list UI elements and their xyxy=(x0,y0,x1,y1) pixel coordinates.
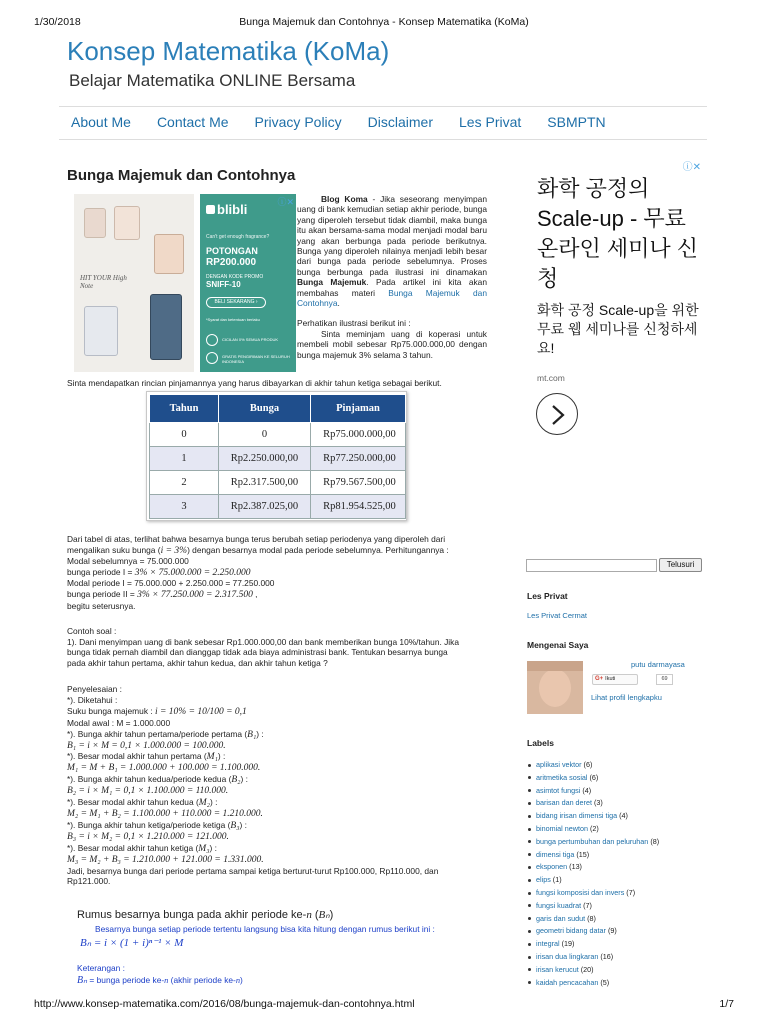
list-item[interactable]: fungsi kuadrat (7) xyxy=(528,900,659,913)
profile-link[interactable]: Lihat profil lengkapku xyxy=(591,693,662,702)
chevron-right-icon xyxy=(549,404,567,426)
formula: Bₙ = i × (1 + i)ⁿ⁻¹ × M xyxy=(80,937,184,949)
main-nav xyxy=(71,114,632,130)
les-privat-link[interactable]: Les Privat Cermat xyxy=(527,611,588,620)
list-item[interactable]: binomial newton (2) xyxy=(528,823,659,836)
photo-caption: HIT YOUR High Note xyxy=(80,274,127,290)
follow-button[interactable]: G+ Ikuti xyxy=(592,674,638,685)
intro-paragraph: Sinta meminjam uang di koperasi untuk membeli mobil sebesar Rp75.000.000,00 dengan bunga majemuk 3% selama 3 tahun. xyxy=(297,328,487,360)
les-privat-heading: Les Privat xyxy=(527,591,568,601)
perfume-bottle-icon xyxy=(150,294,182,360)
table-cell: 2 xyxy=(150,471,219,495)
perfume-photo xyxy=(74,194,194,372)
loan-table xyxy=(149,394,406,519)
labels-heading: Labels xyxy=(527,738,554,748)
table-row xyxy=(150,471,406,495)
promo-panel[interactable] xyxy=(200,194,296,372)
divider xyxy=(59,106,707,107)
table-cell: 0 xyxy=(219,423,311,447)
search-button[interactable]: Telusuri xyxy=(659,558,702,572)
table-cell: Rp79.567.500,00 xyxy=(311,471,406,495)
print-url: http://www.konsep-matematika.com/2016/08/bunga-majemuk-dan-contohnya.html xyxy=(34,998,415,1010)
ad-arrow-button[interactable] xyxy=(536,393,578,435)
nav-disclaimer[interactable]: Disclaimer xyxy=(367,114,434,130)
table-header: Tahun xyxy=(150,395,219,423)
installment-icon xyxy=(206,334,218,346)
google-plus-icon: G+ xyxy=(595,676,604,682)
table-cell: Rp81.954.525,00 xyxy=(311,495,406,519)
print-date: 1/30/2018 xyxy=(34,16,81,28)
nav-sbmptn[interactable]: SBMPTN xyxy=(547,114,606,130)
seminar-ad[interactable] xyxy=(527,158,707,448)
table-cell: Rp75.000.000,00 xyxy=(311,423,406,447)
nav-les-privat[interactable]: Les Privat xyxy=(459,114,522,130)
perfume-bottle-icon xyxy=(84,306,118,356)
list-item[interactable]: integral (19) xyxy=(528,938,659,951)
list-item[interactable]: irisan kerucut (20) xyxy=(528,964,659,977)
list-item[interactable]: garis dan sudut (8) xyxy=(528,913,659,926)
example-question: Contoh soal : 1). Dani menyimpan uang di bank sebesar Rp1.000.000,00 dan bank memberikan bunga 10%/tahun. Jika bunga tidak pernah diambil dan dianggap tidak ada biaya administrasi bank. Tentukan besarnya bunga pada akhir tahun pertama, akhir tahun kedua, dan akhir tahun ketiga ? xyxy=(67,626,460,668)
site-tagline: Belajar Matematika ONLINE Bersama xyxy=(69,71,356,90)
ad-code: SNIFF-10 xyxy=(206,280,241,289)
search-input[interactable] xyxy=(526,559,657,572)
table-row xyxy=(150,423,406,447)
post-intro xyxy=(297,194,487,360)
list-item[interactable]: aritmetika sosial (6) xyxy=(528,772,659,785)
post-area xyxy=(67,157,501,184)
table-explanation: Dari tabel di atas, terlihat bahwa besarnya bunga terus berubah setiap periodenya yang diperoleh dari mengalikan suku bunga (i = 3%) dengan besarnya modal pada periode sebelumnya. Perhitungannya : Modal sebelumnya = 75.000.000 bunga periode I = 3% × 75.000.000 = 2.250.000 Modal periode I = 75.000.000 + 2.250.000 = 77.250.000 bunga periode II = 3% × 77.250.000 = 2.317.500 , begitu seterusnya. xyxy=(67,534,449,611)
article-link[interactable]: Bunga Majemuk dan Contohnya xyxy=(297,287,487,309)
ad-domain: mt.com xyxy=(537,373,565,383)
table-header: Bunga xyxy=(219,395,311,423)
print-header xyxy=(34,16,734,30)
nav-privacy-policy[interactable]: Privacy Policy xyxy=(254,114,342,130)
table-row xyxy=(150,447,406,471)
list-item[interactable]: bunga pertumbuhan dan peluruhan (8) xyxy=(528,836,659,849)
list-item[interactable]: eksponen (13) xyxy=(528,861,659,874)
list-item[interactable]: aplikasi vektor (6) xyxy=(528,759,659,772)
table-cell: Rp77.250.000,00 xyxy=(311,447,406,471)
baby-face-icon xyxy=(539,669,571,707)
intro-paragraph: Perhatikan ilustrasi berikut ini : xyxy=(297,318,411,329)
loan-table-frame xyxy=(146,391,407,521)
print-doc-title: Bunga Majemuk dan Contohnya - Konsep Matematika (KoMa) xyxy=(239,16,529,28)
perfume-bottle-icon xyxy=(114,206,140,240)
list-item[interactable]: fungsi komposisi dan invers (7) xyxy=(528,887,659,900)
intro-continuation: Sinta mendapatkan rincian pinjamannya yang harus dibayarkan di akhir tahun ketiga sebagai berikut. xyxy=(67,378,442,388)
list-item[interactable]: elips (1) xyxy=(528,874,659,887)
perfume-bottle-icon xyxy=(154,234,184,274)
nav-contact-me[interactable]: Contact Me xyxy=(156,114,229,130)
avatar[interactable] xyxy=(527,661,583,714)
list-item[interactable]: barisan dan deret (3) xyxy=(528,797,659,810)
ad-buy-button[interactable]: BELI SEKARANG › xyxy=(206,297,266,308)
list-item[interactable]: dimensi tiga (15) xyxy=(528,849,659,862)
follow-count: 69 xyxy=(656,674,673,685)
table-row xyxy=(150,495,406,519)
table-cell: 0 xyxy=(150,423,219,447)
ad-choices-icon[interactable]: ⓘ✕ xyxy=(682,162,701,173)
table-cell: Rp2.317.500,00 xyxy=(219,471,311,495)
divider xyxy=(59,139,707,140)
table-cell: 1 xyxy=(150,447,219,471)
list-item[interactable]: geometri bidang datar (9) xyxy=(528,925,659,938)
ad-badge-text: CICILAN 0% SEMUA PRODUK xyxy=(222,337,279,342)
ad-amount: RP200.000 xyxy=(206,257,257,268)
print-footer xyxy=(34,998,734,1012)
blibli-logo: blibli xyxy=(206,202,247,217)
ad-code-label: DENGAN KODE PROMO xyxy=(206,274,264,280)
formula-description: Besarnya bunga setiap periode tertentu langsung bisa kita hitung dengan rumus berikut ini : xyxy=(95,924,435,934)
intro-paragraph: Blog Koma - Jika seseorang menyimpan uang di bank kemudian setiap akhir periode, bunga yang diperoleh tersebut tidak diambil, maka bunga itu akan bersama-sama modal menjadi modal baru yang akan berbunga pada periode berikutnya. Bunga yang diperoleh nilainya menjadi lebih besar dari bunga pada periode sebelumnya. Proses bunga berbunga pada ilustrasi ini dinamakan Bunga Majemuk. Pada artikel ini kita akan membahas materi Bunga Majemuk dan Contohnya. xyxy=(297,194,488,309)
list-item[interactable]: irisan dua lingkaran (16) xyxy=(528,951,659,964)
ad-fineprint: *Syarat dan ketentuan berlaku xyxy=(206,317,260,322)
about-heading: Mengenai Saya xyxy=(527,640,589,650)
ad-subtext: 화학 공정 Scale-up을 위한 무료 웹 세미나를 신청하세요! xyxy=(537,302,699,356)
table-cell: Rp2.250.000,00 xyxy=(219,447,311,471)
formula-heading: Rumus besarnya bunga pada akhir periode ke-n (Bₙ) xyxy=(77,909,334,921)
labels-list xyxy=(528,759,659,989)
list-item[interactable]: bidang irisan dimensi tiga (4) xyxy=(528,810,659,823)
site-title[interactable]: Konsep Matematika (KoMa) xyxy=(67,36,390,66)
shipping-icon xyxy=(206,352,218,364)
ad-badge-text: GRATIS PENGIRIMAN KE SELURUH INDONESIA xyxy=(222,354,290,364)
photo-background xyxy=(527,661,583,671)
list-item[interactable]: asimtot fungsi (4) xyxy=(528,785,659,798)
print-page-number: 1/7 xyxy=(719,998,734,1010)
blibli-ad[interactable] xyxy=(74,194,296,372)
list-item[interactable]: kaidah pencacahan (5) xyxy=(528,977,659,990)
table-cell: Rp2.387.025,00 xyxy=(219,495,311,519)
ad-potongan: POTONGAN xyxy=(206,246,258,256)
nav-about-me[interactable]: About Me xyxy=(71,114,131,130)
table-header-row xyxy=(150,395,406,423)
table-header: Pinjaman xyxy=(311,395,406,423)
solution: Penyelesaian : *). Diketahui : Suku bunga majemuk : i = 10% = 10/100 = 0,1 Modal awal : M = 1.000.000 *). Bunga akhir tahun pertama/periode pertama (B₁) : B₁ = i × M = 0,1 × 1.000.000 = 100.000. *). Besar modal akhir tahun pertama (M₁) : M₁ = M + B₁ = 1.000.000 + 100.000 = 1.100.000. *). Bunga akhir tahun kedua/periode kedua (B₂) : B₂ = i × M₁ = 0,1 × 1.100.000 = 110.000. *). Besar modal akhir tahun kedua (M₂) : M₂ = M₁ + B₂ = 1.100.000 + 110.000 = 1.210.000. *). Bunga akhir tahun ketiga/periode ketiga (B₃) : B₃ = i × M₂ = 0,1 × 1.210.000 = 121.000. *). Besar modal akhir tahun ketiga (M₃) : M₃ = M₂ + B₃ = 1.210.000 + 121.000 = 1.331.000. Jadi, besarnya bunga dari periode pertama sampai ketiga berturut-turut Rp100.000, Rp110.000, dan Rp121.000. xyxy=(67,684,439,887)
ad-choices-icon[interactable]: ⓘ✕ xyxy=(277,197,294,207)
ad-headline[interactable]: 화학 공정의 Scale-up - 무료 온라인 세미나 신청 xyxy=(537,176,698,291)
post-title: Bunga Majemuk dan Contohnya xyxy=(67,167,296,184)
formula-legend: Keterangan : Bₙ = bunga periode ke-n (akhir periode ke-n) xyxy=(77,963,243,986)
table-cell: 3 xyxy=(150,495,219,519)
profile-name[interactable]: putu darmayasa xyxy=(631,660,685,669)
ad-slogan: Can't get enough fragrance? xyxy=(206,234,270,240)
perfume-bottle-icon xyxy=(84,208,106,238)
